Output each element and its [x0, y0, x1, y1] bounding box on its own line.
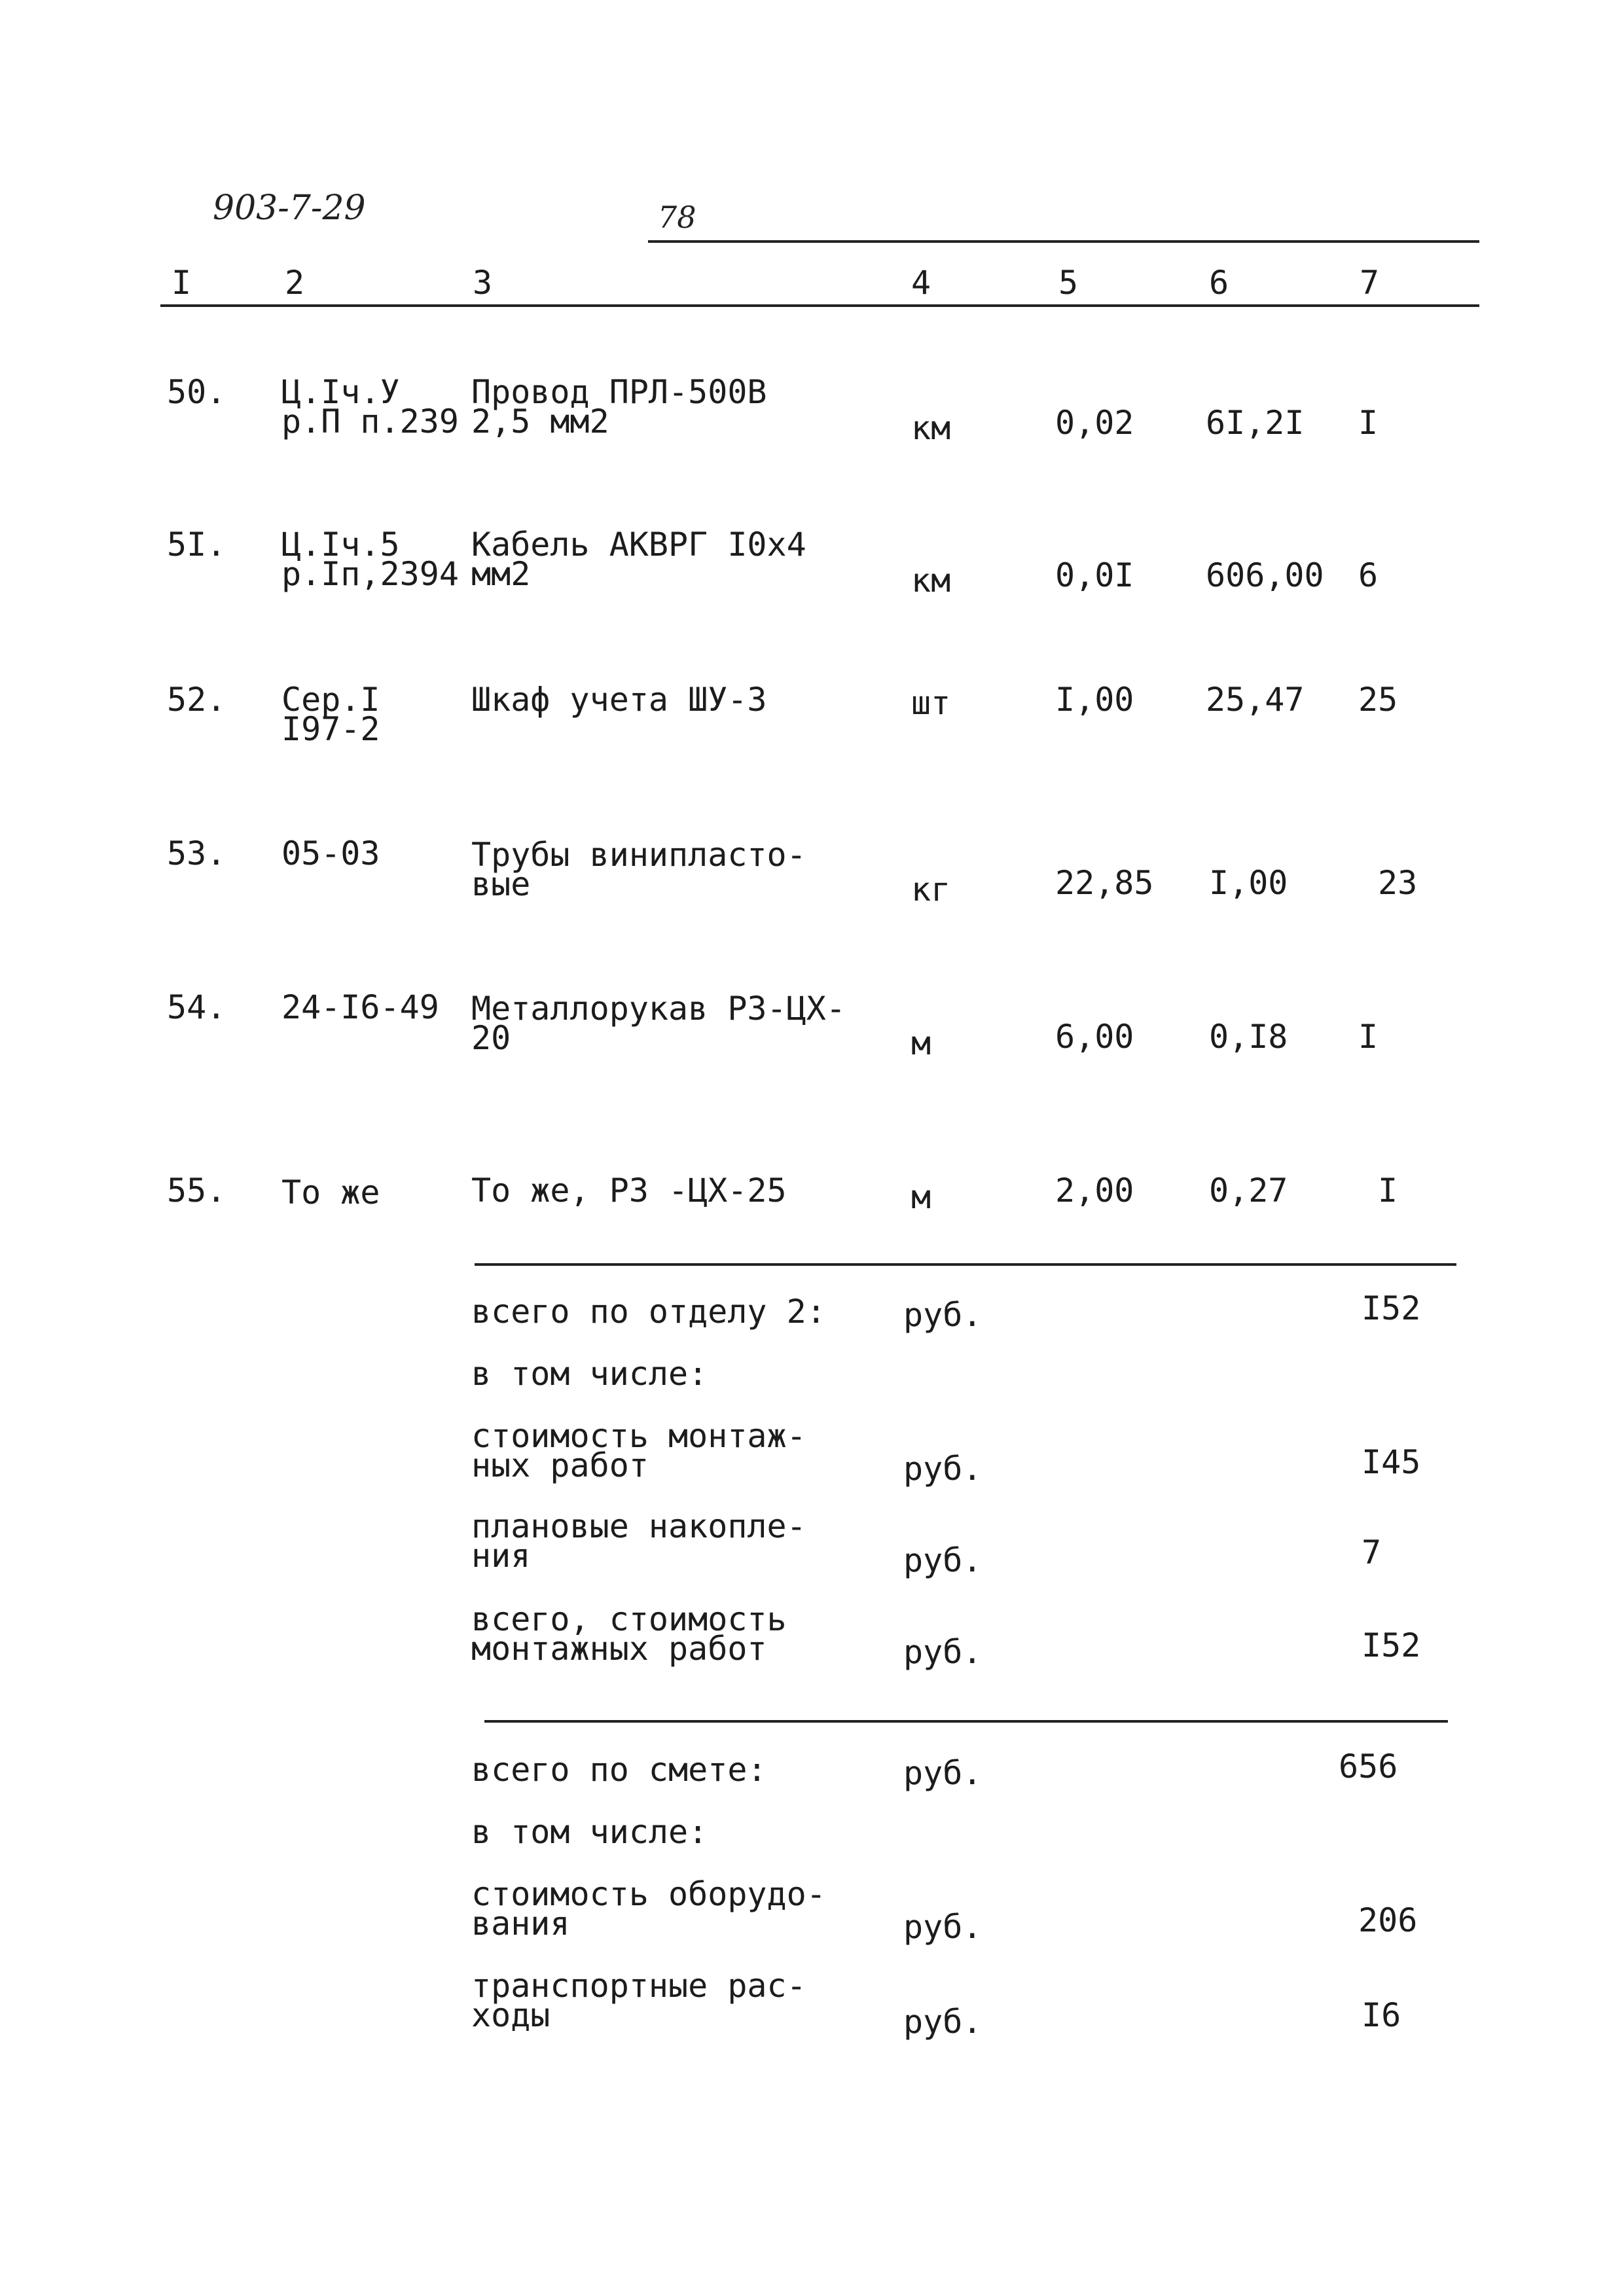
row-price: 606,00 [1206, 556, 1324, 594]
row-unit: кг [911, 870, 951, 908]
column-header-4: 4 [911, 264, 931, 302]
row-name: 2,5 мм2 [471, 403, 609, 440]
summary-value: 7 [1362, 1534, 1382, 1571]
row-price: 25,47 [1206, 681, 1305, 719]
row-reference: 05-03 [281, 834, 380, 872]
summary-value: I52 [1362, 1626, 1421, 1664]
total-unit: руб. [903, 1754, 983, 1792]
row-quantity: 6,00 [1055, 1018, 1134, 1056]
summary-label: в том числе: [471, 1355, 708, 1393]
column-header-7: 7 [1360, 264, 1380, 302]
row-total: 23 [1378, 864, 1418, 902]
summary-label: монтажных работ [471, 1630, 767, 1668]
column-header-2: 2 [285, 264, 305, 302]
summary-unit: руб. [903, 1633, 983, 1671]
column-header-6: 6 [1209, 264, 1229, 302]
total-value: 206 [1358, 1901, 1418, 1939]
row-quantity: I,00 [1055, 681, 1134, 719]
total-divider [484, 1720, 1448, 1723]
summary-label: плановые накопле- [471, 1507, 806, 1545]
row-total: I [1358, 1018, 1379, 1056]
summary-value: I52 [1362, 1289, 1421, 1327]
row-quantity: 0,02 [1055, 404, 1134, 442]
row-reference: р.П п.239 [281, 403, 459, 440]
page-number: 78 [658, 200, 696, 235]
total-unit: руб. [903, 1908, 983, 1946]
summary-value: I45 [1362, 1443, 1421, 1481]
row-unit: м [911, 1178, 931, 1216]
total-label: транспортные рас- [471, 1967, 806, 2005]
row-price: 0,27 [1209, 1172, 1288, 1210]
summary-divider [475, 1263, 1456, 1266]
total-label: ходы [471, 1996, 550, 2034]
row-reference: Сер.I [281, 681, 380, 719]
total-label: всего по смете: [471, 1751, 767, 1789]
summary-label: ных работ [471, 1446, 649, 1484]
summary-unit: руб. [903, 1450, 983, 1488]
row-total: 6 [1358, 556, 1379, 594]
row-number: 50. [167, 373, 226, 411]
row-name: Металлорукав РЗ-ЦХ- [471, 990, 846, 1028]
header-top-rule [648, 240, 1479, 243]
row-name: вые [471, 865, 531, 903]
row-reference: 24-I6-49 [281, 988, 439, 1026]
header-bottom-rule [160, 304, 1479, 307]
row-total: I [1358, 404, 1379, 442]
total-label: вания [471, 1905, 570, 1943]
total-label: стоимость оборудо- [471, 1875, 826, 1913]
row-reference: р.Iп,2394 [281, 555, 459, 593]
row-reference: I97-2 [281, 710, 380, 748]
row-quantity: 22,85 [1055, 864, 1154, 902]
row-name: То же, РЗ -ЦХ-25 [471, 1172, 787, 1210]
column-header-5: 5 [1058, 264, 1079, 302]
row-total: I [1378, 1172, 1398, 1210]
row-number: 55. [167, 1172, 226, 1210]
row-name: мм2 [471, 555, 531, 593]
row-unit: км [911, 409, 951, 447]
document-code: 903-7-29 [213, 188, 366, 228]
row-number: 54. [167, 988, 226, 1026]
row-number: 52. [167, 681, 226, 719]
summary-label: ния [471, 1537, 531, 1575]
row-unit: м [911, 1024, 931, 1062]
row-price: 0,I8 [1209, 1018, 1288, 1056]
row-reference: Ц.Iч.5 [281, 526, 400, 564]
summary-unit: руб. [903, 1541, 983, 1579]
summary-label: стоимость монтаж- [471, 1417, 806, 1455]
total-unit: руб. [903, 2003, 983, 2041]
row-number: 53. [167, 834, 226, 872]
row-total: 25 [1358, 681, 1398, 719]
row-name: Провод ПРЛ-500В [471, 373, 767, 411]
row-name: Трубы винипласто- [471, 836, 806, 874]
total-value: 656 [1339, 1748, 1398, 1785]
summary-unit: руб. [903, 1296, 983, 1334]
row-price: I,00 [1209, 864, 1288, 902]
row-unit: шт [911, 684, 951, 722]
row-name: Кабель АКВРГ I0х4 [471, 526, 806, 564]
row-number: 5I. [167, 526, 226, 564]
row-unit: км [911, 562, 951, 600]
summary-label: всего по отделу 2: [471, 1293, 826, 1331]
row-name: 20 [471, 1019, 511, 1057]
row-reference: То же [281, 1174, 380, 1211]
column-header-1: I [171, 264, 192, 302]
row-quantity: 2,00 [1055, 1172, 1134, 1210]
row-quantity: 0,0I [1055, 556, 1134, 594]
summary-label: всего, стоимость [471, 1600, 787, 1638]
row-name: Шкаф учета ШУ-3 [471, 681, 767, 719]
row-price: 6I,2I [1206, 404, 1305, 442]
total-value: I6 [1362, 1996, 1401, 2034]
total-label: в том числе: [471, 1813, 708, 1851]
row-reference: Ц.Iч.У [281, 373, 400, 411]
column-header-3: 3 [473, 264, 493, 302]
